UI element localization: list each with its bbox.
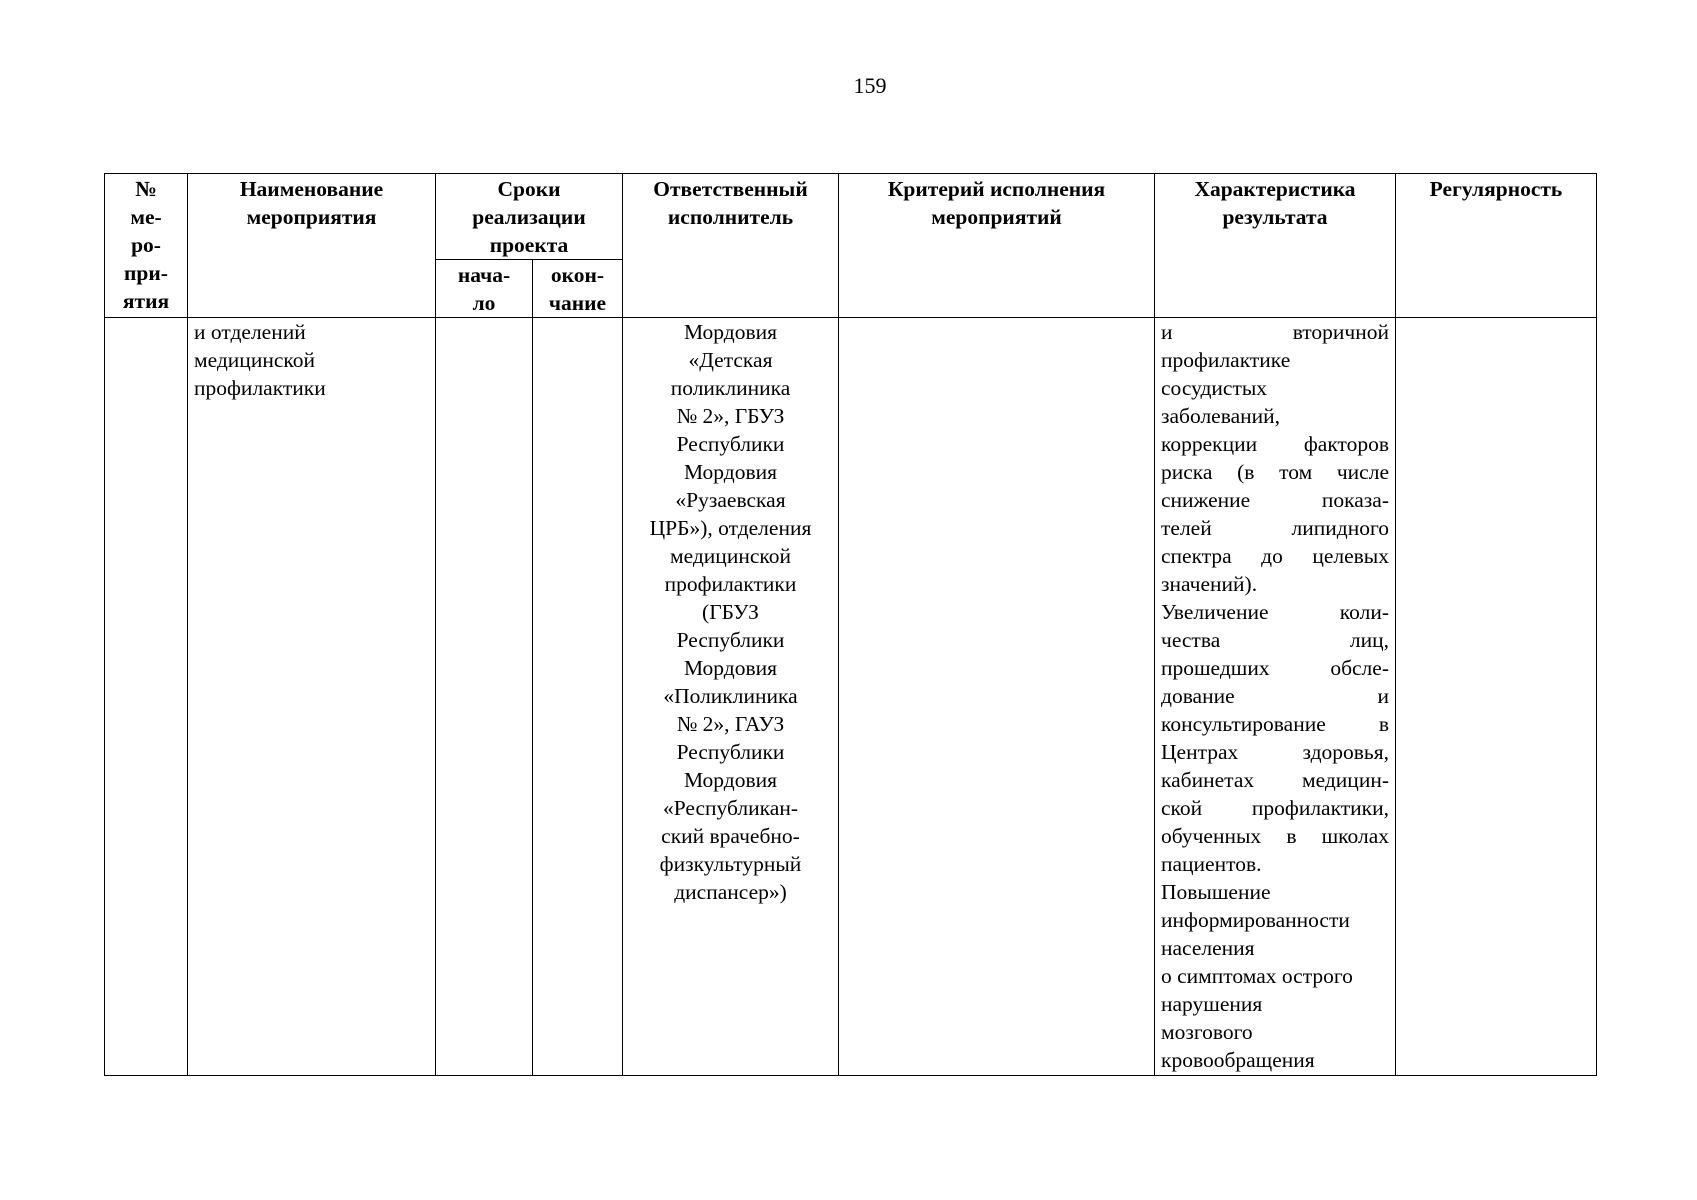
text-line: Повышение: [1161, 880, 1271, 904]
text-line: пациентов.: [1161, 852, 1262, 876]
header-number: [105, 174, 188, 318]
text-line: «Поликлиника: [663, 684, 798, 708]
text-line: о симптомах острого: [1161, 964, 1353, 988]
text-line: ло: [472, 291, 496, 315]
text-line: телей липидного: [1161, 516, 1389, 540]
text-line: профилактики: [194, 376, 326, 400]
text-line: Мордовия: [683, 656, 778, 680]
text-line: чества лиц,: [1161, 628, 1389, 652]
text-line: Мордовия: [683, 768, 778, 792]
text-line: заболеваний,: [1161, 404, 1281, 428]
text-line: ме-: [130, 205, 162, 229]
text-line: ЦРБ»), отделения: [649, 516, 812, 540]
cell-criterion: [839, 318, 1155, 1076]
page-number: 159: [853, 73, 887, 98]
text-line: риска (в том числе: [1161, 460, 1389, 484]
header-executor: [623, 174, 839, 318]
text-line: Центрах здоровья,: [1161, 740, 1389, 764]
text-line: значений).: [1161, 572, 1258, 596]
text-line: Характеристика: [1194, 177, 1356, 201]
cell-name: [188, 318, 436, 1076]
text-line: ятия: [122, 289, 170, 313]
text-line: №: [135, 177, 157, 201]
text-line: медицинской: [194, 348, 315, 372]
text-line: чание: [548, 291, 607, 315]
text-line: кабинетах медицин-: [1161, 768, 1389, 792]
text-line: нарушения: [1161, 992, 1263, 1016]
text-line: Критерий исполнения: [887, 177, 1106, 201]
text-line: Мордовия: [683, 460, 778, 484]
text-line: прошедших обсле-: [1161, 656, 1389, 680]
text-line: физкультурный: [659, 852, 802, 876]
header-result: [1155, 174, 1396, 318]
text-line: поликлиника: [670, 376, 791, 400]
header-row-top: [105, 174, 1597, 260]
text-line: диспансер»): [674, 880, 787, 904]
text-line: Наименование: [239, 177, 384, 201]
cell-regularity: [1396, 318, 1597, 1076]
header-start: [436, 260, 533, 318]
text-line: результата: [1222, 205, 1328, 229]
text-line: консультирование в: [1161, 712, 1389, 736]
text-line: окон-: [550, 263, 605, 287]
header-end: [533, 260, 623, 318]
text-line: информированности: [1161, 908, 1350, 932]
table-row: [105, 318, 1597, 1076]
text-line: № 2», ГБУЗ: [676, 404, 785, 428]
text-line: мероприятий: [931, 205, 1062, 229]
cell-start: [436, 318, 533, 1076]
cell-end: [533, 318, 623, 1076]
text-line: Увеличение коли-: [1161, 600, 1389, 624]
text-line: реализации: [472, 205, 586, 229]
header-regularity: Регулярность: [1396, 174, 1597, 318]
measures-table: [104, 173, 1597, 1076]
text-line: при-: [124, 261, 168, 285]
text-line: проекта: [489, 233, 569, 257]
text-line: профилактики: [664, 572, 797, 596]
text-line: сосудистых: [1161, 376, 1268, 400]
text-line: Республики: [676, 740, 785, 764]
text-line: Республики: [676, 432, 785, 456]
text-line: ский врачебно-: [661, 824, 800, 848]
header-criterion: [839, 174, 1155, 318]
text-line: коррекции факторов: [1161, 432, 1389, 456]
text-line: ской профилактики,: [1161, 796, 1389, 820]
text-line: «Рузаевская: [675, 488, 786, 512]
text-line: кровообращения: [1161, 1048, 1315, 1072]
text-line: Сроки: [497, 177, 561, 201]
cell-number: [105, 318, 188, 1076]
header-terms: [436, 174, 623, 260]
header-name: [188, 174, 436, 318]
text-line: мероприятия: [246, 205, 377, 229]
text-line: «Детская: [688, 348, 773, 372]
cell-result: [1155, 318, 1396, 1076]
text-line: (ГБУЗ: [702, 600, 759, 624]
text-line: обученных в школах: [1161, 824, 1389, 848]
text-line: дование и: [1161, 684, 1389, 708]
text-line: и вторичной: [1161, 320, 1389, 344]
text-line: Мордовия: [683, 320, 778, 344]
text-line: «Республикан-: [663, 796, 798, 820]
text-line: мозгового: [1161, 1020, 1253, 1044]
text-line: медицинской: [670, 544, 791, 568]
text-line: спектра до целевых: [1161, 544, 1389, 568]
text-line: нача-: [457, 263, 511, 287]
text-line: снижение показа-: [1161, 488, 1389, 512]
text-line: населения: [1161, 936, 1255, 960]
text-line: Республики: [676, 628, 785, 652]
text-line: № 2», ГАУЗ: [676, 712, 785, 736]
text-line: и отделений: [194, 320, 306, 344]
text-line: исполнитель: [667, 205, 794, 229]
text-line: ро-: [131, 233, 161, 257]
cell-executor: [623, 318, 839, 1076]
text-line: профилактике: [1161, 348, 1291, 372]
text-line: Ответственный: [653, 177, 808, 201]
